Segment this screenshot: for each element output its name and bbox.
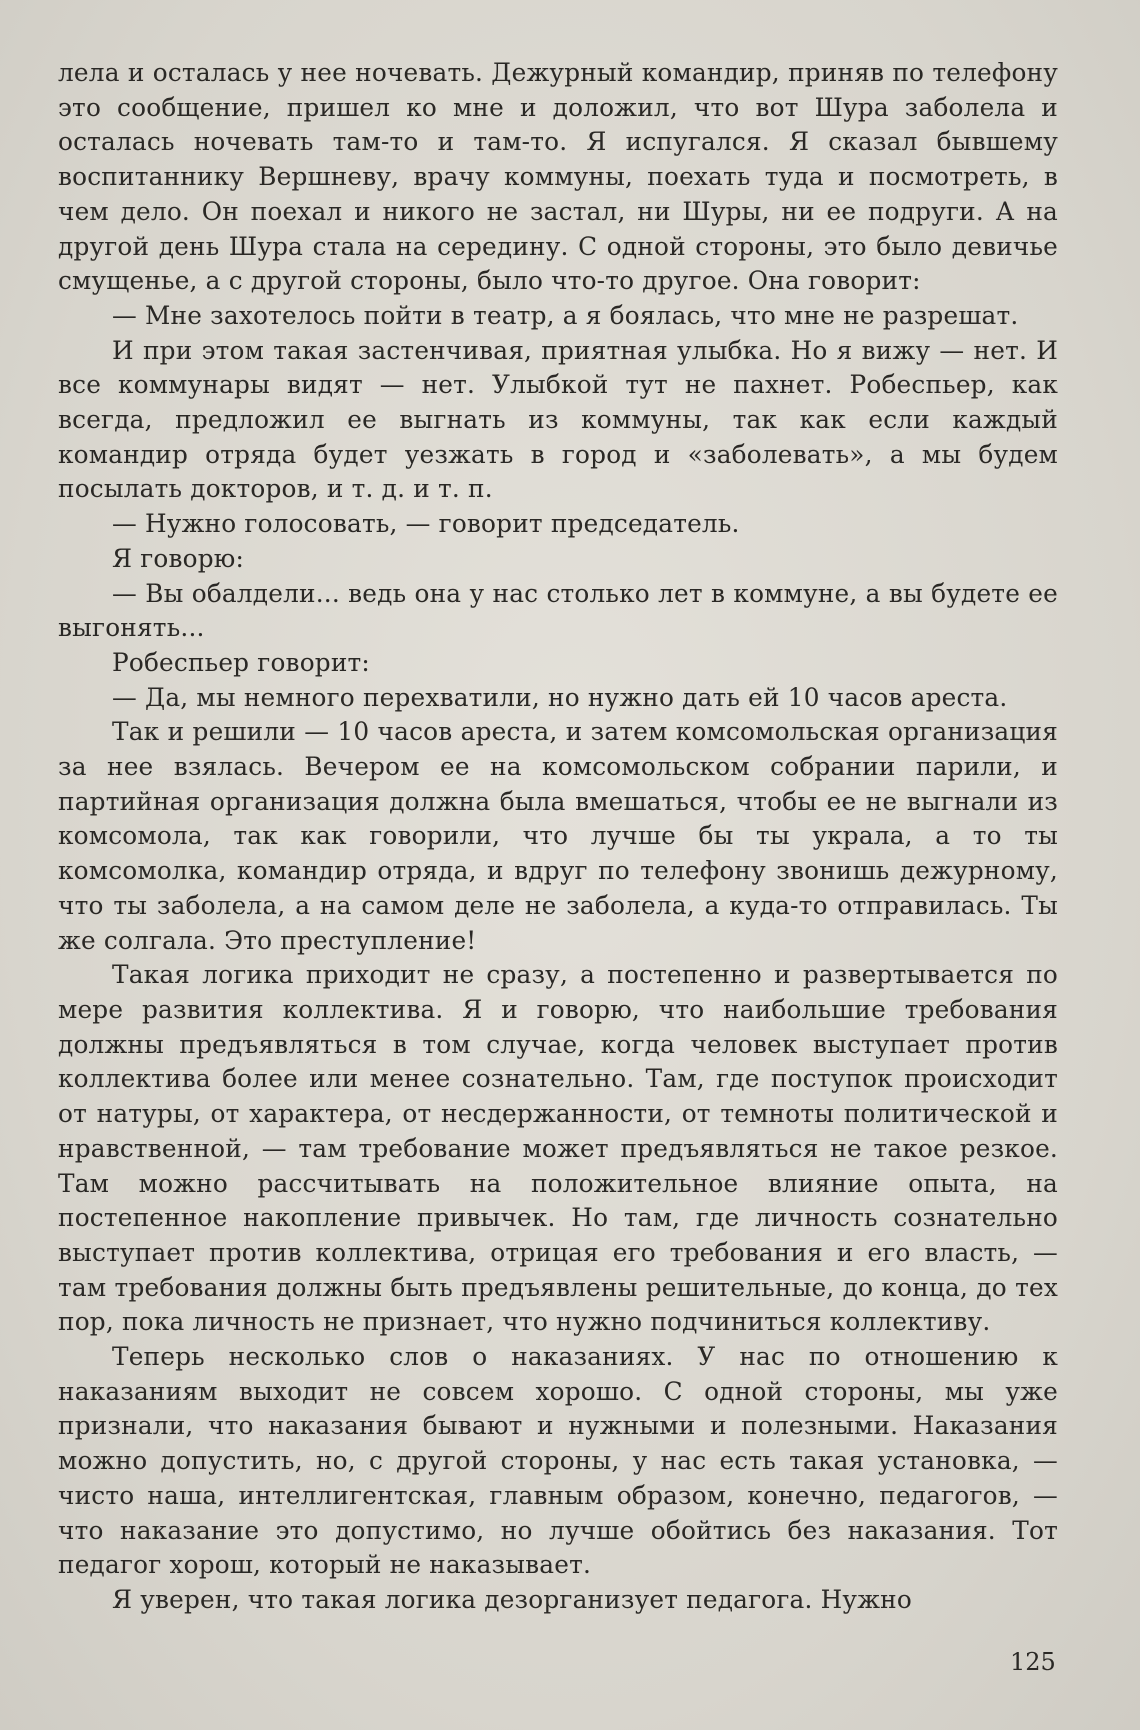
paragraph: И при этом такая застенчивая, приятная улыбка. Но я вижу — нет. И все коммунары видят — нет. Улыбкой тут не пахнет. Робеспьер, как всегда, предложил ее выгнать из коммуны, так как если каждый командир отряда будет уезжать в город и «заболевать», а мы будем посылать докторов, и т. д. и т. п. — [58, 335, 1058, 504]
paragraph: — Мне захотелось пойти в театр, а я боялась, что мне не разрешат. — [112, 300, 1019, 330]
paragraph: Я говорю: — [112, 543, 245, 573]
paragraph: Робеспьер говорит: — [112, 647, 370, 677]
paragraph: — Вы обалдели... ведь она у нас столько лет в коммуне, а вы будете ее выгонять... — [58, 578, 1058, 643]
paragraph: — Да, мы немного перехватили, но нужно дать ей 10 часов ареста. — [112, 682, 1008, 712]
paragraph: Я уверен, что такая логика дезорганизует педагога. Нужно — [112, 1584, 912, 1614]
paragraph: Теперь несколько слов о наказаниях. У нас по отношению к наказаниям выходит не совсем хорошо. С одной стороны, мы уже признали, что наказания бывают и нужными и полезными. Наказания можно допустить, но, с другой стороны, у нас есть такая установка, — чисто наша, интеллигентская, главным образом, конечно, педагогов, — что наказание это допустимо, но лучше обойтись без наказания. Тот педагог хорош, который не наказывает. — [58, 1342, 1058, 1580]
body-text — [58, 56, 1058, 1618]
paragraph: — Нужно голосовать, — говорит председатель. — [112, 509, 740, 539]
paragraph: Так и решили — 10 часов ареста, и затем комсомольская организация за нее взялась. Вечером ее на комсомольском собрании парили, и партийная организация должна была вмешаться, чтобы ее не выгнали из комсомола, так как говорили, что лучше бы ты украла, а то ты комсомолка, командир отряда, и вдруг по телефону звонишь дежурному, что ты заболела, а на самом деле не заболела, а куда-то отправилась. Ты же солгала. Это преступление! — [58, 717, 1058, 955]
page-number: 125 — [1010, 1648, 1056, 1676]
paragraph: лела и осталась у нее ночевать. Дежурный командир, приняв по телефону это сообщение, пришел ко мне и доложил, что вот Шура заболела и осталась ночевать там-то и там-то. Я испугался. Я сказал бывшему воспитаннику Вершневу, врачу коммуны, поехать туда и посмотреть, в чем дело. Он поехал и никого не застал, ни Шуры, ни ее подруги. А на другой день Шура стала на середину. С одной стороны, это было девичье смущенье, а с другой стороны, было что-то другое. Она говорит: — [58, 58, 1058, 296]
paragraph: Такая логика приходит не сразу, а постепенно и развертывается по мере развития коллектива. Я и говорю, что наибольшие требования должны предъявляться в том случае, когда человек выступает против коллектива более или менее сознательно. Там, где поступок происходит от натуры, от характера, от несдержанности, от темноты политической и нравственной, — там требование может предъявляться не такое резкое. Там можно рассчитывать на положительное влияние опыта, на постепенное накопление привычек. Но там, где личность сознательно выступает против коллектива, отрицая его требования и его власть, — там требования должны быть предъявлены решительные, до конца, до тех пор, пока личность не признает, что нужно подчиниться коллективу. — [58, 960, 1058, 1337]
